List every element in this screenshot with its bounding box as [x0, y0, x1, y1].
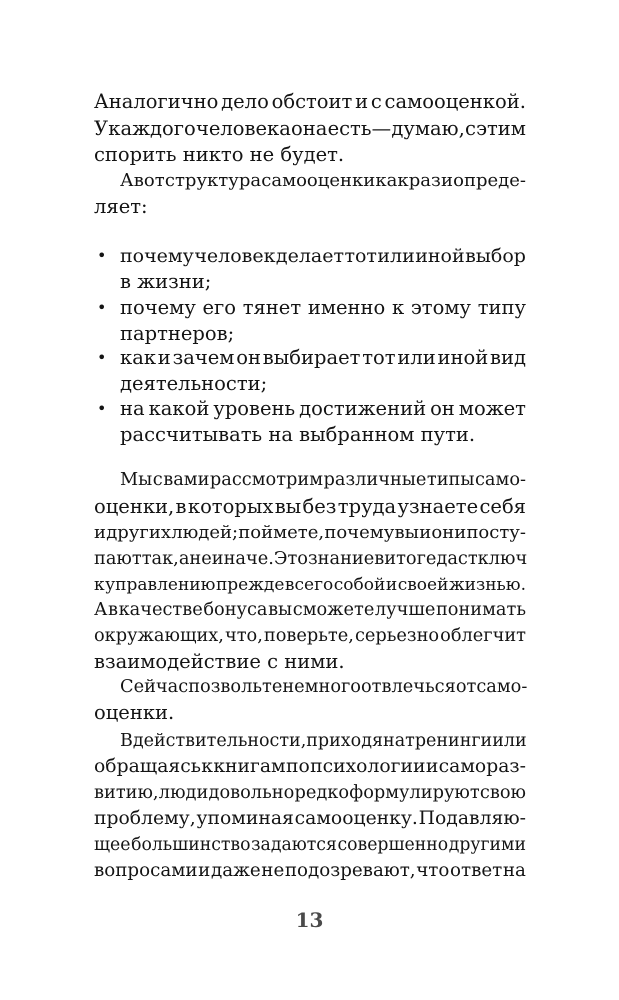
- text-line: партнеров;: [120, 322, 235, 345]
- text-line: [94, 116, 526, 142]
- text-line: взаимодействие с ними.: [94, 650, 345, 673]
- word: рассмотрим: [209, 470, 324, 490]
- text-line: [94, 546, 526, 572]
- text-line: [94, 597, 526, 623]
- word: тот: [344, 245, 377, 267]
- word: итоге: [384, 549, 437, 569]
- word: всего: [284, 575, 334, 595]
- word: самооценкой.: [384, 90, 526, 113]
- word: и: [198, 860, 211, 881]
- word: или: [377, 245, 415, 267]
- word: большинство: [131, 835, 251, 855]
- word: вот: [133, 170, 165, 191]
- text-line: [94, 623, 526, 649]
- word: окружающих,: [94, 626, 224, 646]
- word: к: [201, 756, 213, 777]
- word: самооценку.: [294, 808, 418, 829]
- word: и: [94, 522, 106, 543]
- word: тот: [362, 346, 396, 369]
- word: есть: [327, 117, 372, 140]
- word: в: [108, 600, 119, 620]
- word: почему: [120, 296, 196, 319]
- word: выбирает: [262, 346, 361, 369]
- word: опреде-: [453, 170, 526, 191]
- word: управлению: [105, 575, 216, 595]
- word: самораз-: [438, 756, 526, 777]
- word: не: [261, 860, 285, 881]
- text-line: деятельности;: [120, 372, 268, 395]
- word: что: [416, 860, 450, 881]
- word: поверьте,: [263, 626, 354, 646]
- word: к: [94, 575, 105, 595]
- word: проблему,: [94, 808, 196, 829]
- word: своей: [397, 575, 449, 595]
- word: другими: [448, 835, 526, 855]
- word: по: [285, 756, 310, 777]
- word: почему: [324, 522, 395, 543]
- word: витию,: [94, 783, 159, 803]
- word: Подавляю-: [418, 808, 526, 829]
- word: немного: [282, 677, 361, 697]
- word: вами: [163, 470, 210, 490]
- word: или: [492, 731, 527, 751]
- text-line: [94, 806, 526, 832]
- text-line: [94, 780, 526, 806]
- bullet-marker: •: [97, 298, 107, 317]
- word: и: [385, 575, 398, 595]
- word: Аналогично: [94, 90, 219, 113]
- word: в: [374, 549, 385, 569]
- word: и: [355, 90, 369, 113]
- word: и: [419, 522, 432, 543]
- word: думаю,: [391, 117, 465, 140]
- word: других: [106, 522, 171, 543]
- word: ключ: [477, 549, 528, 569]
- word: на: [120, 397, 145, 420]
- word: и: [157, 346, 171, 369]
- word: и: [441, 170, 454, 191]
- text-line: [94, 494, 526, 520]
- text-line: [94, 89, 526, 115]
- text-line: [120, 728, 526, 754]
- word: от: [455, 677, 477, 697]
- word: приходя: [306, 731, 384, 751]
- text-line: в жизни;: [120, 270, 212, 293]
- word: раз: [408, 170, 441, 191]
- text-line: [94, 858, 526, 884]
- text-line: [120, 295, 526, 321]
- text-line: спорить никто не будет.: [94, 143, 345, 166]
- bullet-marker: •: [97, 246, 107, 265]
- text-line: [120, 345, 526, 371]
- page-number: 13: [295, 908, 324, 932]
- word: человека: [195, 117, 291, 140]
- word: лучше: [374, 600, 436, 620]
- word: книгам: [213, 756, 286, 777]
- word: щее: [94, 835, 131, 855]
- word: задаются: [251, 835, 337, 855]
- word: именно: [307, 296, 386, 319]
- text-line: [120, 674, 526, 700]
- text-line: [94, 572, 526, 598]
- text-line: [94, 754, 526, 780]
- word: психологии: [310, 756, 426, 777]
- text-line: ляет:: [94, 195, 148, 218]
- word: В: [120, 731, 133, 751]
- word: ответ: [450, 860, 503, 881]
- word: действительности,: [132, 731, 307, 751]
- word: какой: [148, 397, 210, 420]
- word: качестве: [118, 600, 203, 620]
- word: А: [120, 170, 134, 191]
- word: вы: [268, 600, 293, 620]
- word: пают: [94, 549, 142, 569]
- word: понимать: [435, 600, 526, 620]
- word: она: [291, 117, 328, 140]
- word: на: [383, 731, 406, 751]
- word: он: [430, 397, 455, 420]
- word: самооценки: [261, 170, 376, 191]
- word: на: [502, 860, 526, 881]
- word: вы: [274, 495, 302, 518]
- word: в: [175, 495, 187, 518]
- word: собой: [333, 575, 386, 595]
- word: выбор: [465, 245, 526, 267]
- text-line: [120, 168, 526, 194]
- word: как: [375, 170, 409, 191]
- word: вопросами: [94, 860, 198, 881]
- word: иначе.: [211, 549, 274, 569]
- word: типы: [426, 470, 475, 490]
- word: дело: [221, 90, 269, 113]
- word: само-: [474, 470, 526, 490]
- word: различные: [323, 470, 427, 490]
- word: знание: [307, 549, 375, 569]
- word: с: [464, 117, 476, 140]
- word: людей;: [171, 522, 239, 543]
- word: иной: [437, 346, 489, 369]
- word: —: [371, 117, 392, 140]
- word: труда: [337, 495, 397, 518]
- word: отвлечься: [361, 677, 456, 697]
- word: и: [425, 756, 439, 777]
- word: к: [392, 296, 405, 319]
- word: позвольте: [188, 677, 283, 697]
- word: само-: [476, 677, 528, 697]
- word: даже: [210, 860, 261, 881]
- word: не: [189, 549, 212, 569]
- word: поймете,: [238, 522, 325, 543]
- word: или: [397, 346, 436, 369]
- word: узнаете: [397, 495, 479, 518]
- word: без: [302, 495, 337, 518]
- word: так,: [141, 549, 179, 569]
- word: редко: [294, 783, 350, 803]
- text-line: [94, 832, 526, 858]
- word: почему: [120, 245, 194, 267]
- word: свою: [479, 783, 526, 803]
- word: типу: [477, 296, 526, 319]
- word: сможете: [292, 600, 375, 620]
- word: У: [94, 117, 109, 140]
- word: что,: [224, 626, 263, 646]
- word: вид: [490, 346, 526, 369]
- word: с: [370, 90, 382, 113]
- word: облегчит: [440, 626, 526, 646]
- word: Мы: [120, 470, 153, 490]
- word: посту-: [466, 522, 526, 543]
- word: Сейчас: [120, 677, 189, 697]
- word: этим: [476, 117, 526, 140]
- text-line: [120, 243, 526, 269]
- word: делает: [275, 245, 344, 267]
- word: бонуса: [203, 600, 268, 620]
- word: себя: [479, 495, 526, 518]
- word: человек: [194, 245, 276, 267]
- word: достижений: [299, 397, 427, 420]
- text-line: [120, 467, 526, 493]
- word: люди: [158, 783, 209, 803]
- word: они: [431, 522, 467, 543]
- bullet-marker: •: [97, 399, 107, 418]
- word: зачем: [172, 346, 235, 369]
- word: тренинги: [405, 731, 493, 751]
- word: обстоит: [271, 90, 353, 113]
- word: иной: [415, 245, 465, 267]
- word: которых: [187, 495, 274, 518]
- word: может: [458, 397, 526, 420]
- bullet-marker: •: [97, 348, 107, 367]
- word: формулируют: [349, 783, 480, 803]
- word: даст: [436, 549, 478, 569]
- word: оценки,: [94, 495, 175, 518]
- word: он: [236, 346, 261, 369]
- text-line: [120, 396, 526, 422]
- word: его: [202, 296, 237, 319]
- word: Это: [273, 549, 308, 569]
- word: серьезно: [354, 626, 440, 646]
- word: обращаясь: [94, 756, 201, 777]
- word: А: [94, 600, 108, 620]
- word: структура: [164, 170, 262, 191]
- word: прежде: [215, 575, 285, 595]
- word: каждого: [108, 117, 196, 140]
- word: а: [178, 549, 190, 569]
- word: вы: [394, 522, 419, 543]
- word: как: [120, 346, 157, 369]
- word: подозревают,: [284, 860, 416, 881]
- text-line: оценки.: [94, 701, 175, 724]
- text-line: рассчитывать на выбранном пути.: [120, 423, 476, 446]
- word: этому: [410, 296, 471, 319]
- word: тянет: [242, 296, 302, 319]
- word: довольно: [208, 783, 295, 803]
- text-line: [94, 520, 526, 546]
- word: уровень: [213, 397, 296, 420]
- word: с: [152, 470, 163, 490]
- word: совершенно: [337, 835, 449, 855]
- word: упоминая: [196, 808, 294, 829]
- word: жизнью.: [448, 575, 526, 595]
